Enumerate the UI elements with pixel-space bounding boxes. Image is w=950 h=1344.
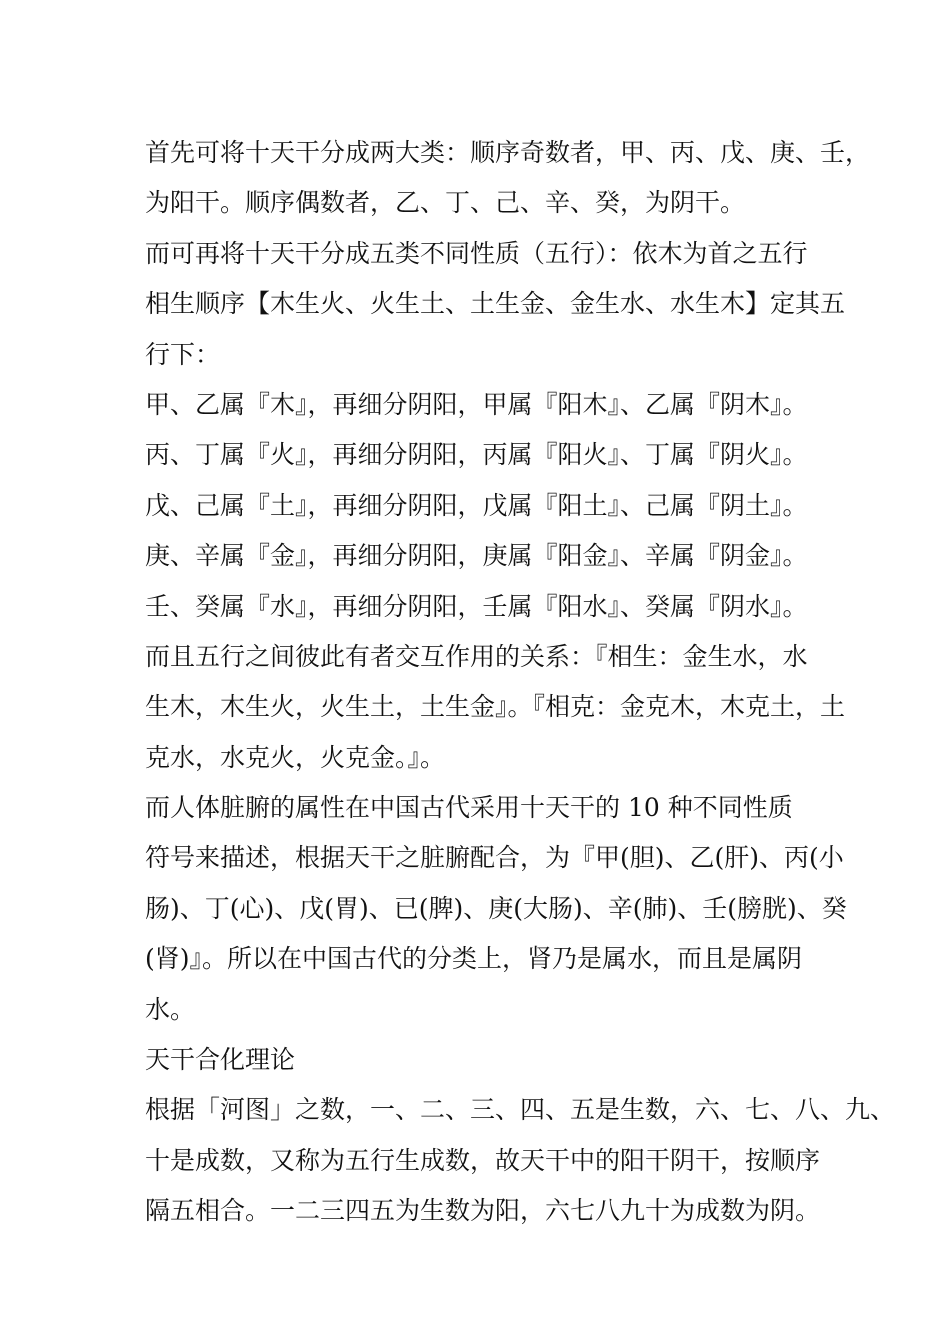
text-line: 甲、乙属『木』，再细分阴阳，甲属『阳木』、乙属『阴木』。 xyxy=(145,389,808,419)
text-line: 生木，木生火，火生土，土生金』。『相克：金克木，木克土，土 xyxy=(145,692,846,722)
text-line: 而可再将十天干分成五类不同性质（五行）：依木为首之五行 xyxy=(145,238,808,268)
section-heading: 天干合化理论 xyxy=(145,1045,296,1075)
text-line: 肠)、丁(心)、戊(胃)、已(脾)、庚(大肠)、辛(肺)、壬(膀胱)、癸 xyxy=(145,893,847,923)
text-line: 壬、癸属『水』，再细分阴阳，壬属『阳水』、癸属『阴水』。 xyxy=(145,591,808,621)
text-line: 相生顺序【木生火、火生土、土生金、金生水、水生木】定其五 xyxy=(145,289,846,319)
document-body xyxy=(145,128,896,1237)
text-line: 根据「河图」之数，一、二、三、四、五是生数，六、七、八、九、 xyxy=(145,1095,896,1125)
text-line: 克水，水克火，火克金。』。 xyxy=(145,742,446,772)
text-line: 首先可将十天干分成两大类：顺序奇数者，甲、丙、戊、庚、壬， xyxy=(145,138,871,167)
text-line: 行下： xyxy=(145,339,221,369)
text-line: 而且五行之间彼此有者交互作用的关系：『相生：金生水，水 xyxy=(145,641,808,671)
text-line: 庚、辛属『金』，再细分阴阳，庚属『阳金』、辛属『阴金』。 xyxy=(145,541,808,571)
text-line: 十是成数，又称为五行生成数，故天干中的阳干阴干，按顺序 xyxy=(145,1145,821,1175)
text-line: 戊、己属『土』，再细分阴阳，戊属『阳土』、己属『阴土』。 xyxy=(145,490,808,520)
text-line: 丙、丁属『火』，再细分阴阳，丙属『阳火』、丁属『阴火』。 xyxy=(145,440,808,470)
text-line: 为阳干。顺序偶数者，乙、丁、己、辛、癸，为阴干。 xyxy=(145,188,746,218)
text-line: 符号来描述，根据天干之脏腑配合，为『甲(胆)、乙(肝)、丙(小 xyxy=(145,843,844,873)
text-line: 而人体脏腑的属性在中国古代采用十天干的 10 种不同性质 xyxy=(145,793,793,823)
text-line: 水。 xyxy=(145,994,196,1024)
text-line: (肾)』。所以在中国古代的分类上，肾乃是属水，而且是属阴 xyxy=(145,944,803,974)
text-line: 隔五相合。一二三四五为生数为阳，六七八九十为成数为阴。 xyxy=(145,1196,821,1226)
